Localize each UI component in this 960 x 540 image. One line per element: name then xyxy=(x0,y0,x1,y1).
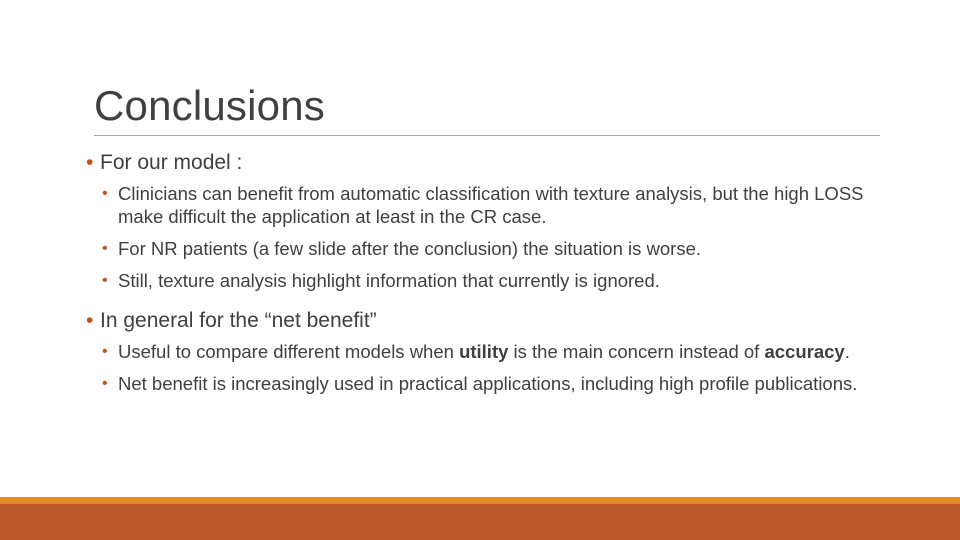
bullet-icon: • xyxy=(102,272,108,289)
text-run: Useful to compare different models when xyxy=(118,341,460,362)
list-item-text: Clinicians can benefit from automatic classification with texture analysis, but the high LOSS make difficult the application at least in the CR case. xyxy=(118,183,864,227)
list-item xyxy=(86,372,878,395)
slide-content xyxy=(86,150,886,404)
section-heading-text: For our model : xyxy=(100,151,243,174)
list-item xyxy=(86,182,878,228)
list-item-text xyxy=(118,341,850,362)
bullet-icon: • xyxy=(102,375,108,392)
bullet-list xyxy=(86,182,886,292)
bullet-icon: • xyxy=(86,151,94,174)
list-item-text: For NR patients (a few slide after the conclusion) the situation is worse. xyxy=(118,238,702,259)
text-run: . xyxy=(844,341,850,362)
emphasis-accuracy: accuracy xyxy=(764,341,845,362)
list-item xyxy=(86,269,878,292)
emphasis-utility: utility xyxy=(459,341,509,362)
bullet-icon: • xyxy=(102,343,108,360)
list-item-text: Still, texture analysis highlight information that currently is ignored. xyxy=(118,270,660,291)
title-divider xyxy=(94,135,880,136)
list-item xyxy=(86,340,878,363)
list-item-text: Net benefit is increasingly used in practical applications, including high profile publications. xyxy=(118,373,858,394)
slide-title: Conclusions xyxy=(94,82,325,129)
footer-bar xyxy=(0,504,960,540)
bullet-icon: • xyxy=(102,185,108,202)
section-heading xyxy=(86,150,886,176)
text-run: is the main concern instead of xyxy=(508,341,765,362)
section-heading xyxy=(86,308,886,334)
list-item xyxy=(86,237,878,260)
bullet-list xyxy=(86,340,886,395)
section-heading-text: In general for the “net benefit” xyxy=(100,309,377,332)
footer-accent-bar xyxy=(0,497,960,504)
bullet-icon: • xyxy=(86,309,94,332)
bullet-icon: • xyxy=(102,240,108,257)
